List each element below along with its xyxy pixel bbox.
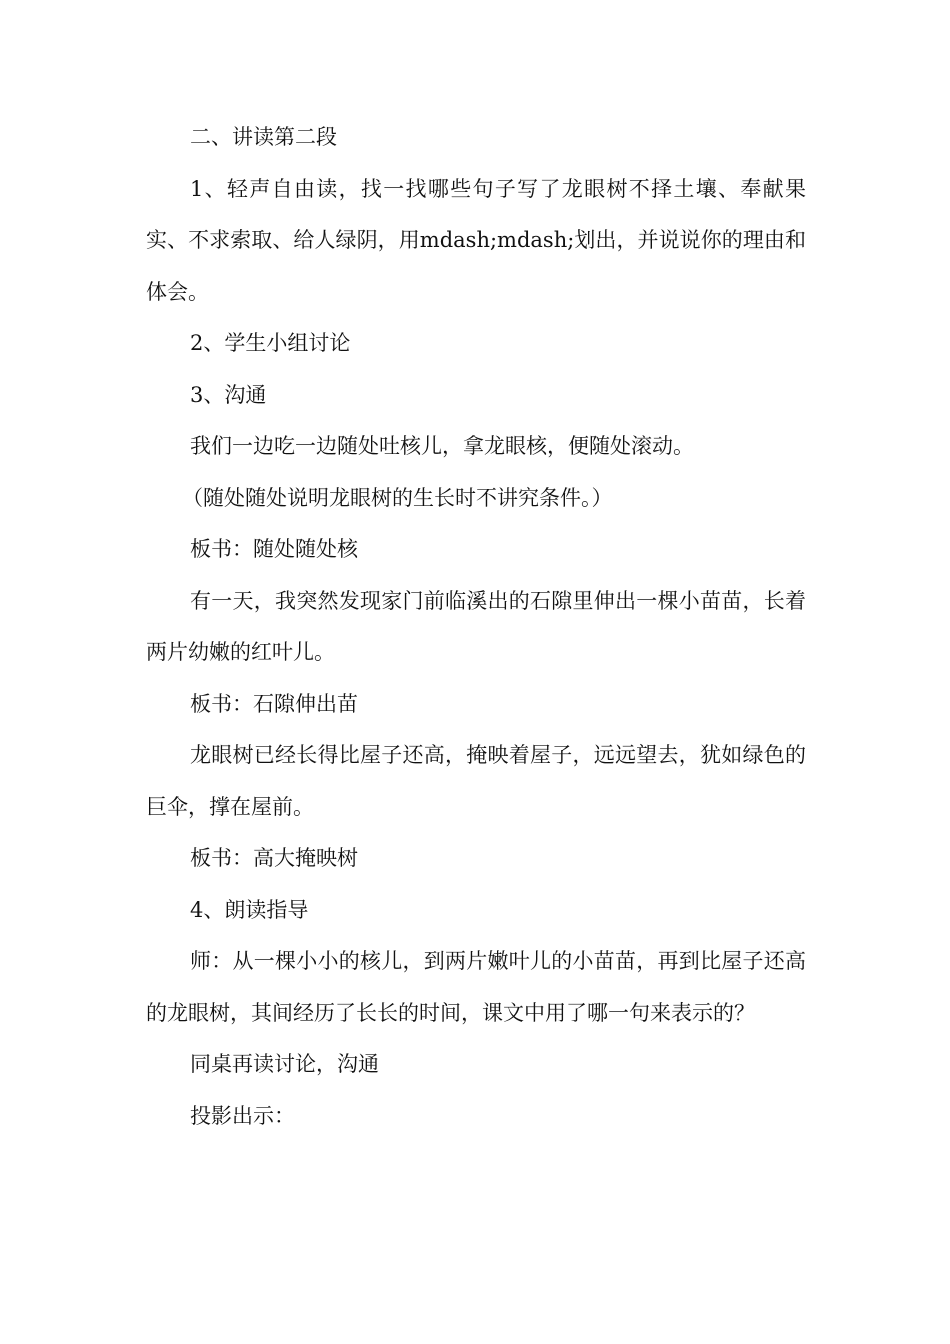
paragraph: 同桌再读讨论，沟通 <box>190 1052 379 1076</box>
paragraph: 龙眼树已经长得比屋子还高，掩映着屋子，远远望去，犹如绿色的巨伞，撑在屋前。 <box>146 743 806 819</box>
paragraph: 我们一边吃一边随处吐核儿，拿龙眼核，便随处滚动。 <box>190 434 694 458</box>
paragraph: 板书：随处随处核 <box>190 537 358 561</box>
paragraph: 2、学生小组讨论 <box>190 331 351 355</box>
document-body <box>146 112 806 1142</box>
paragraph: （随处随处说明龙眼树的生长时不讲究条件。） <box>182 485 613 510</box>
paragraph: 板书：石隙伸出苗 <box>190 691 358 716</box>
section-heading: 二、讲读第二段 <box>190 125 337 149</box>
paragraph: 4、朗读指导 <box>190 897 309 922</box>
paragraph: 师：从一棵小小的核儿，到两片嫩叶儿的小苗苗，再到比屋子还高的龙眼树，其间经历了长长的时间，课文中用了哪一句来表示的？ <box>146 949 806 1025</box>
paragraph: 板书：高大掩映树 <box>190 846 358 870</box>
paragraph: 有一天，我突然发现家门前临溪出的石隙里伸出一棵小苗苗，长着两片幼嫩的红叶儿。 <box>146 588 806 664</box>
paragraph: 1、轻声自由读，找一找哪些句子写了龙眼树不择土壤、奉献果实、不求索取、给人绿阴，用mdash;mdash;划出，并说说你的理由和体会。 <box>146 176 806 304</box>
paragraph: 3、沟通 <box>190 382 267 407</box>
paragraph: 投影出示： <box>190 1103 295 1128</box>
